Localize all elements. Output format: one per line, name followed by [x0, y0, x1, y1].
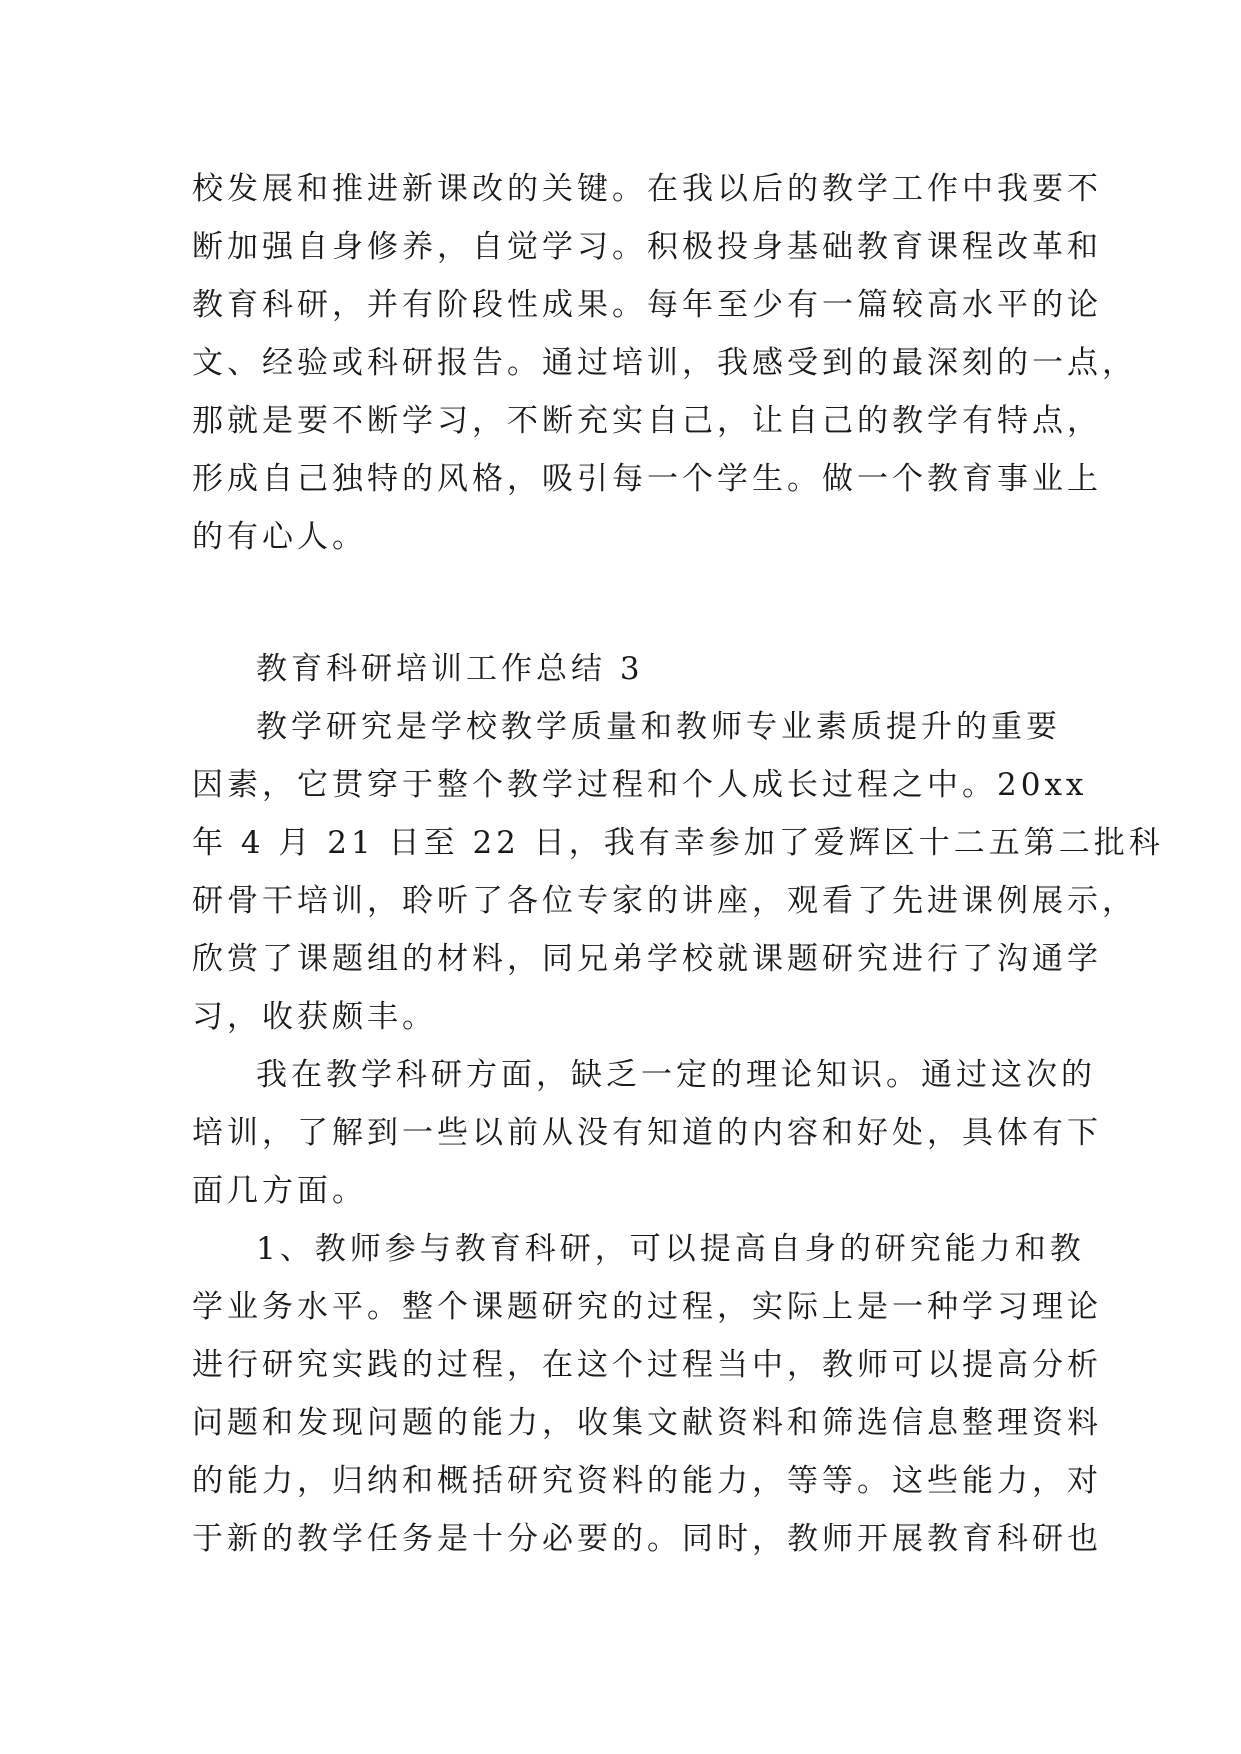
text-line: 研骨干培训，聆听了各位专家的讲座，观看了先进课例展示， — [192, 883, 1137, 919]
text-line: 文、经验或科研报告。通过培训，我感受到的最深刻的一点， — [192, 345, 1137, 381]
text-line: 的有心人。 — [192, 519, 367, 555]
text-line: 面几方面。 — [192, 1173, 367, 1209]
text-line: 形成自己独特的风格，吸引每一个学生。做一个教育事业上 — [192, 461, 1102, 497]
text-line: 断加强自身修养，自觉学习。积极投身基础教育课程改革和 — [192, 229, 1102, 265]
paragraph-2 — [192, 1046, 1102, 1220]
text-line: 欣赏了课题组的材料，同兄弟学校就课题研究进行了沟通学 — [192, 941, 1102, 977]
text-line: 习，收获颇丰。 — [192, 999, 437, 1035]
paragraph-3 — [192, 1220, 1102, 1568]
paragraph-1 — [192, 698, 1164, 1046]
text-line: 年 4 月 21 日至 22 日，我有幸参加了爱辉区十二五第二批科 — [192, 825, 1164, 861]
text-line: 进行研究实践的过程，在这个过程当中，教师可以提高分析 — [192, 1347, 1102, 1383]
text-line: 学业务水平。整个课题研究的过程，实际上是一种学习理论 — [192, 1289, 1102, 1325]
text-line: 那就是要不断学习，不断充实自己，让自己的教学有特点， — [192, 403, 1102, 439]
text-line: 培训，了解到一些以前从没有知道的内容和好处，具体有下 — [192, 1115, 1102, 1151]
document-body — [192, 160, 1164, 1568]
section-title: 教育科研培训工作总结 3 — [256, 651, 644, 687]
text-line: 于新的教学任务是十分必要的。同时，教师开展教育科研也 — [192, 1521, 1102, 1557]
text-line: 校发展和推进新课改的关键。在我以后的教学工作中我要不 — [192, 171, 1102, 207]
section-gap — [192, 566, 1052, 640]
text-line: 因素，它贯穿于整个教学过程和个人成长过程之中。20xx — [192, 767, 1088, 803]
text-line: 的能力，归纳和概括研究资料的能力，等等。这些能力，对 — [192, 1463, 1102, 1499]
text-line: 教学研究是学校教学质量和教师专业素质提升的重要 — [256, 709, 1061, 745]
text-line: 问题和发现问题的能力，收集文献资料和筛选信息整理资料 — [192, 1405, 1102, 1441]
paragraph-previous — [192, 160, 1137, 566]
text-line: 我在教学科研方面，缺乏一定的理论知识。通过这次的 — [256, 1057, 1096, 1093]
text-line: 教育科研，并有阶段性成果。每年至少有一篇较高水平的论 — [192, 287, 1102, 323]
text-line: 1、教师参与教育科研，可以提高自身的研究能力和教 — [256, 1231, 1085, 1267]
